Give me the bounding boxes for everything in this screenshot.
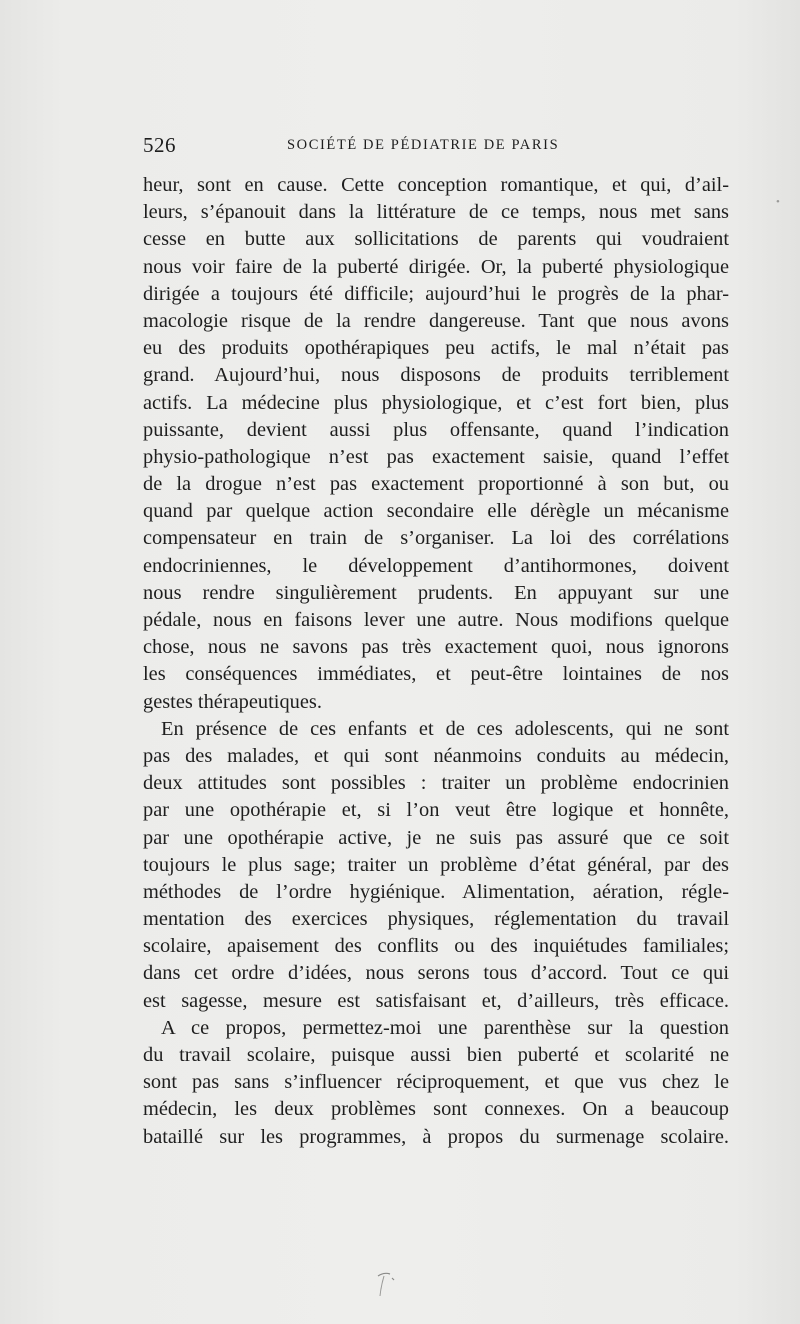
text-line: nous voir faire de la puberté dirigée. Or, la puberté physiologique [143,255,729,278]
text-line: heur, sont en cause. Cette conception romantique, et qui, d’ail- [143,174,729,196]
text-line: de la drogue n’est pas exactement proportionné à son but, ou [143,473,729,496]
text-line: endocriniennes, le développement d’antihormones, doivent [143,554,729,577]
text-line: nous rendre singulièrement prudents. En appuyant sur une [143,581,729,604]
text-line: scolaire, apaisement des conflits ou des inquiétudes familiales; [143,935,729,958]
text-line: pédale, nous en faisons lever une autre. Nous modifions quelque [143,609,729,631]
text-line: sont pas sans s’influencer réciproquement, et que vus chez le [143,1071,729,1094]
text-line: leurs, s’épanouit dans la littérature de ce temps, nous met sans [143,201,729,224]
text-line: bataillé sur les programmes, à propos du surmenage scolaire. [143,1125,729,1148]
pencil-mark-icon [368,1266,412,1310]
page-number: 526 [143,133,176,157]
page-header [143,133,729,159]
text-line: deux attitudes sont possibles : traiter un problème endocrinien [143,772,729,795]
text-line: dans cet ordre d’idées, nous serons tous d’accord. Tout ce qui [143,962,729,985]
text-line: quand par quelque action secondaire elle dérègle un mécanisme [143,500,729,523]
text-line: du travail scolaire, puisque aussi bien puberté et scolarité ne [143,1044,729,1066]
margin-speck: • [776,196,780,208]
text-line: est sagesse, mesure est satisfaisant et, d’ailleurs, très efficace. [143,989,729,1012]
text-line: En présence de ces enfants et de ces adolescents, qui ne sont [161,717,729,740]
text-line: puissante, devient aussi plus offensante, quand l’indication [143,418,729,441]
text-line: macologie risque de la rendre dangereuse. Tant que nous avons [143,309,729,332]
paragraph [143,172,729,716]
text-line: gestes thérapeutiques. [143,690,322,713]
text-line: actifs. La médecine plus physiologique, et c’est fort bien, plus [143,391,729,414]
text-line: par une opothérapie et, si l’on veut être logique et honnête, [143,799,729,822]
text-line: les conséquences immédiates, et peut-être lointaines de nos [143,663,729,686]
text-line: physio-pathologique n’est pas exactement saisie, quand l’effet [143,445,729,468]
running-head: SOCIÉTÉ DE PÉDIATRIE DE PARIS [287,137,560,153]
text-line: pas des malades, et qui sont néanmoins conduits au médecin, [143,744,729,767]
paragraph [143,1015,729,1151]
text-line: cesse en butte aux sollicitations de parents qui voudraient [143,228,729,251]
text-line: toujours le plus sage; traiter un problème d’état général, par des [143,853,729,876]
paragraph [143,716,729,1015]
text-line: chose, nous ne savons pas très exactement quoi, nous ignorons [143,636,729,659]
text-line: par une opothérapie active, je ne suis pas assuré que ce soit [143,826,729,849]
text-line: dirigée a toujours été difficile; aujourd’hui le progrès de la phar- [143,282,729,305]
text-line: eu des produits opothérapiques peu actifs, le mal n’était pas [143,337,729,360]
body-text [143,172,729,1151]
text-line: compensateur en train de s’organiser. La loi des corrélations [143,527,729,550]
text-line: mentation des exercices physiques, réglementation du travail [143,908,729,931]
text-line: méthodes de l’ordre hygiénique. Alimentation, aération, régle- [143,880,729,903]
text-line: médecin, les deux problèmes sont connexes. On a beaucoup [143,1098,729,1121]
text-line: grand. Aujourd’hui, nous disposons de produits terriblement [143,364,729,387]
text-line: A ce propos, permettez-moi une parenthèse sur la question [161,1016,729,1039]
